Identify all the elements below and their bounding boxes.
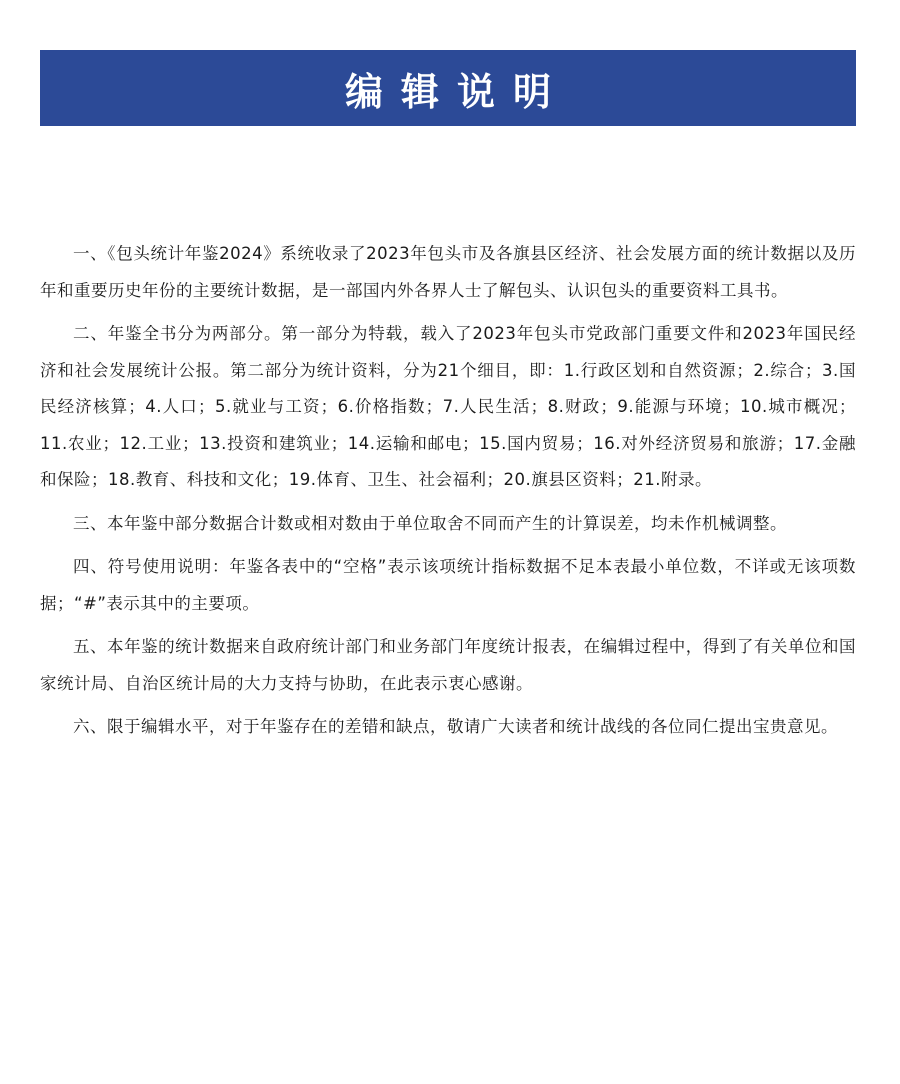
paragraph-1: 一、《包头统计年鉴2024》系统收录了2023年包头市及各旗县区经济、社会发展方面的统计数据以及历年和重要历史年份的主要统计数据，是一部国内外各界人士了解包头、认识包头的重要资料工具书。 xyxy=(40,244,856,300)
explanation-body xyxy=(40,236,856,753)
paragraph-4: 四、符号使用说明：年鉴各表中的“空格”表示该项统计指标数据不足本表最小单位数，不详或无该项数据；“#”表示其中的主要项。 xyxy=(40,557,856,613)
paragraph-2: 二、年鉴全书分为两部分。第一部分为特载，载入了2023年包头市党政部门重要文件和2023年国民经济和社会发展统计公报。第二部分为统计资料，分为21个细目，即：1.行政区划和自然资源；2.综合；3.国民经济核算；4.人口；5.就业与工资；6.价格指数；7.人民生活；8.财政；9.能源与环境；10.城市概况；11.农业；12.工业；13.投资和建筑业；14.运输和邮电；15.国内贸易；16.对外经济贸易和旅游；17.金融和保险；18.教育、科技和文化；19.体育、卫生、社会福利；20.旗县区资料；21.附录。 xyxy=(40,324,856,489)
paragraph-3: 三、本年鉴中部分数据合计数或相对数由于单位取舍不同而产生的计算误差，均未作机械调整。 xyxy=(73,513,787,533)
title-banner xyxy=(40,50,856,126)
page-title: 编辑说明 xyxy=(344,68,569,114)
paragraph-5: 五、本年鉴的统计数据来自政府统计部门和业务部门年度统计报表，在编辑过程中，得到了有关单位和国家统计局、自治区统计局的大力支持与协助，在此表示衷心感谢。 xyxy=(40,637,856,693)
paragraph-6: 六、限于编辑水平，对于年鉴存在的差错和缺点，敬请广大读者和统计战线的各位同仁提出宝贵意见。 xyxy=(73,717,838,736)
